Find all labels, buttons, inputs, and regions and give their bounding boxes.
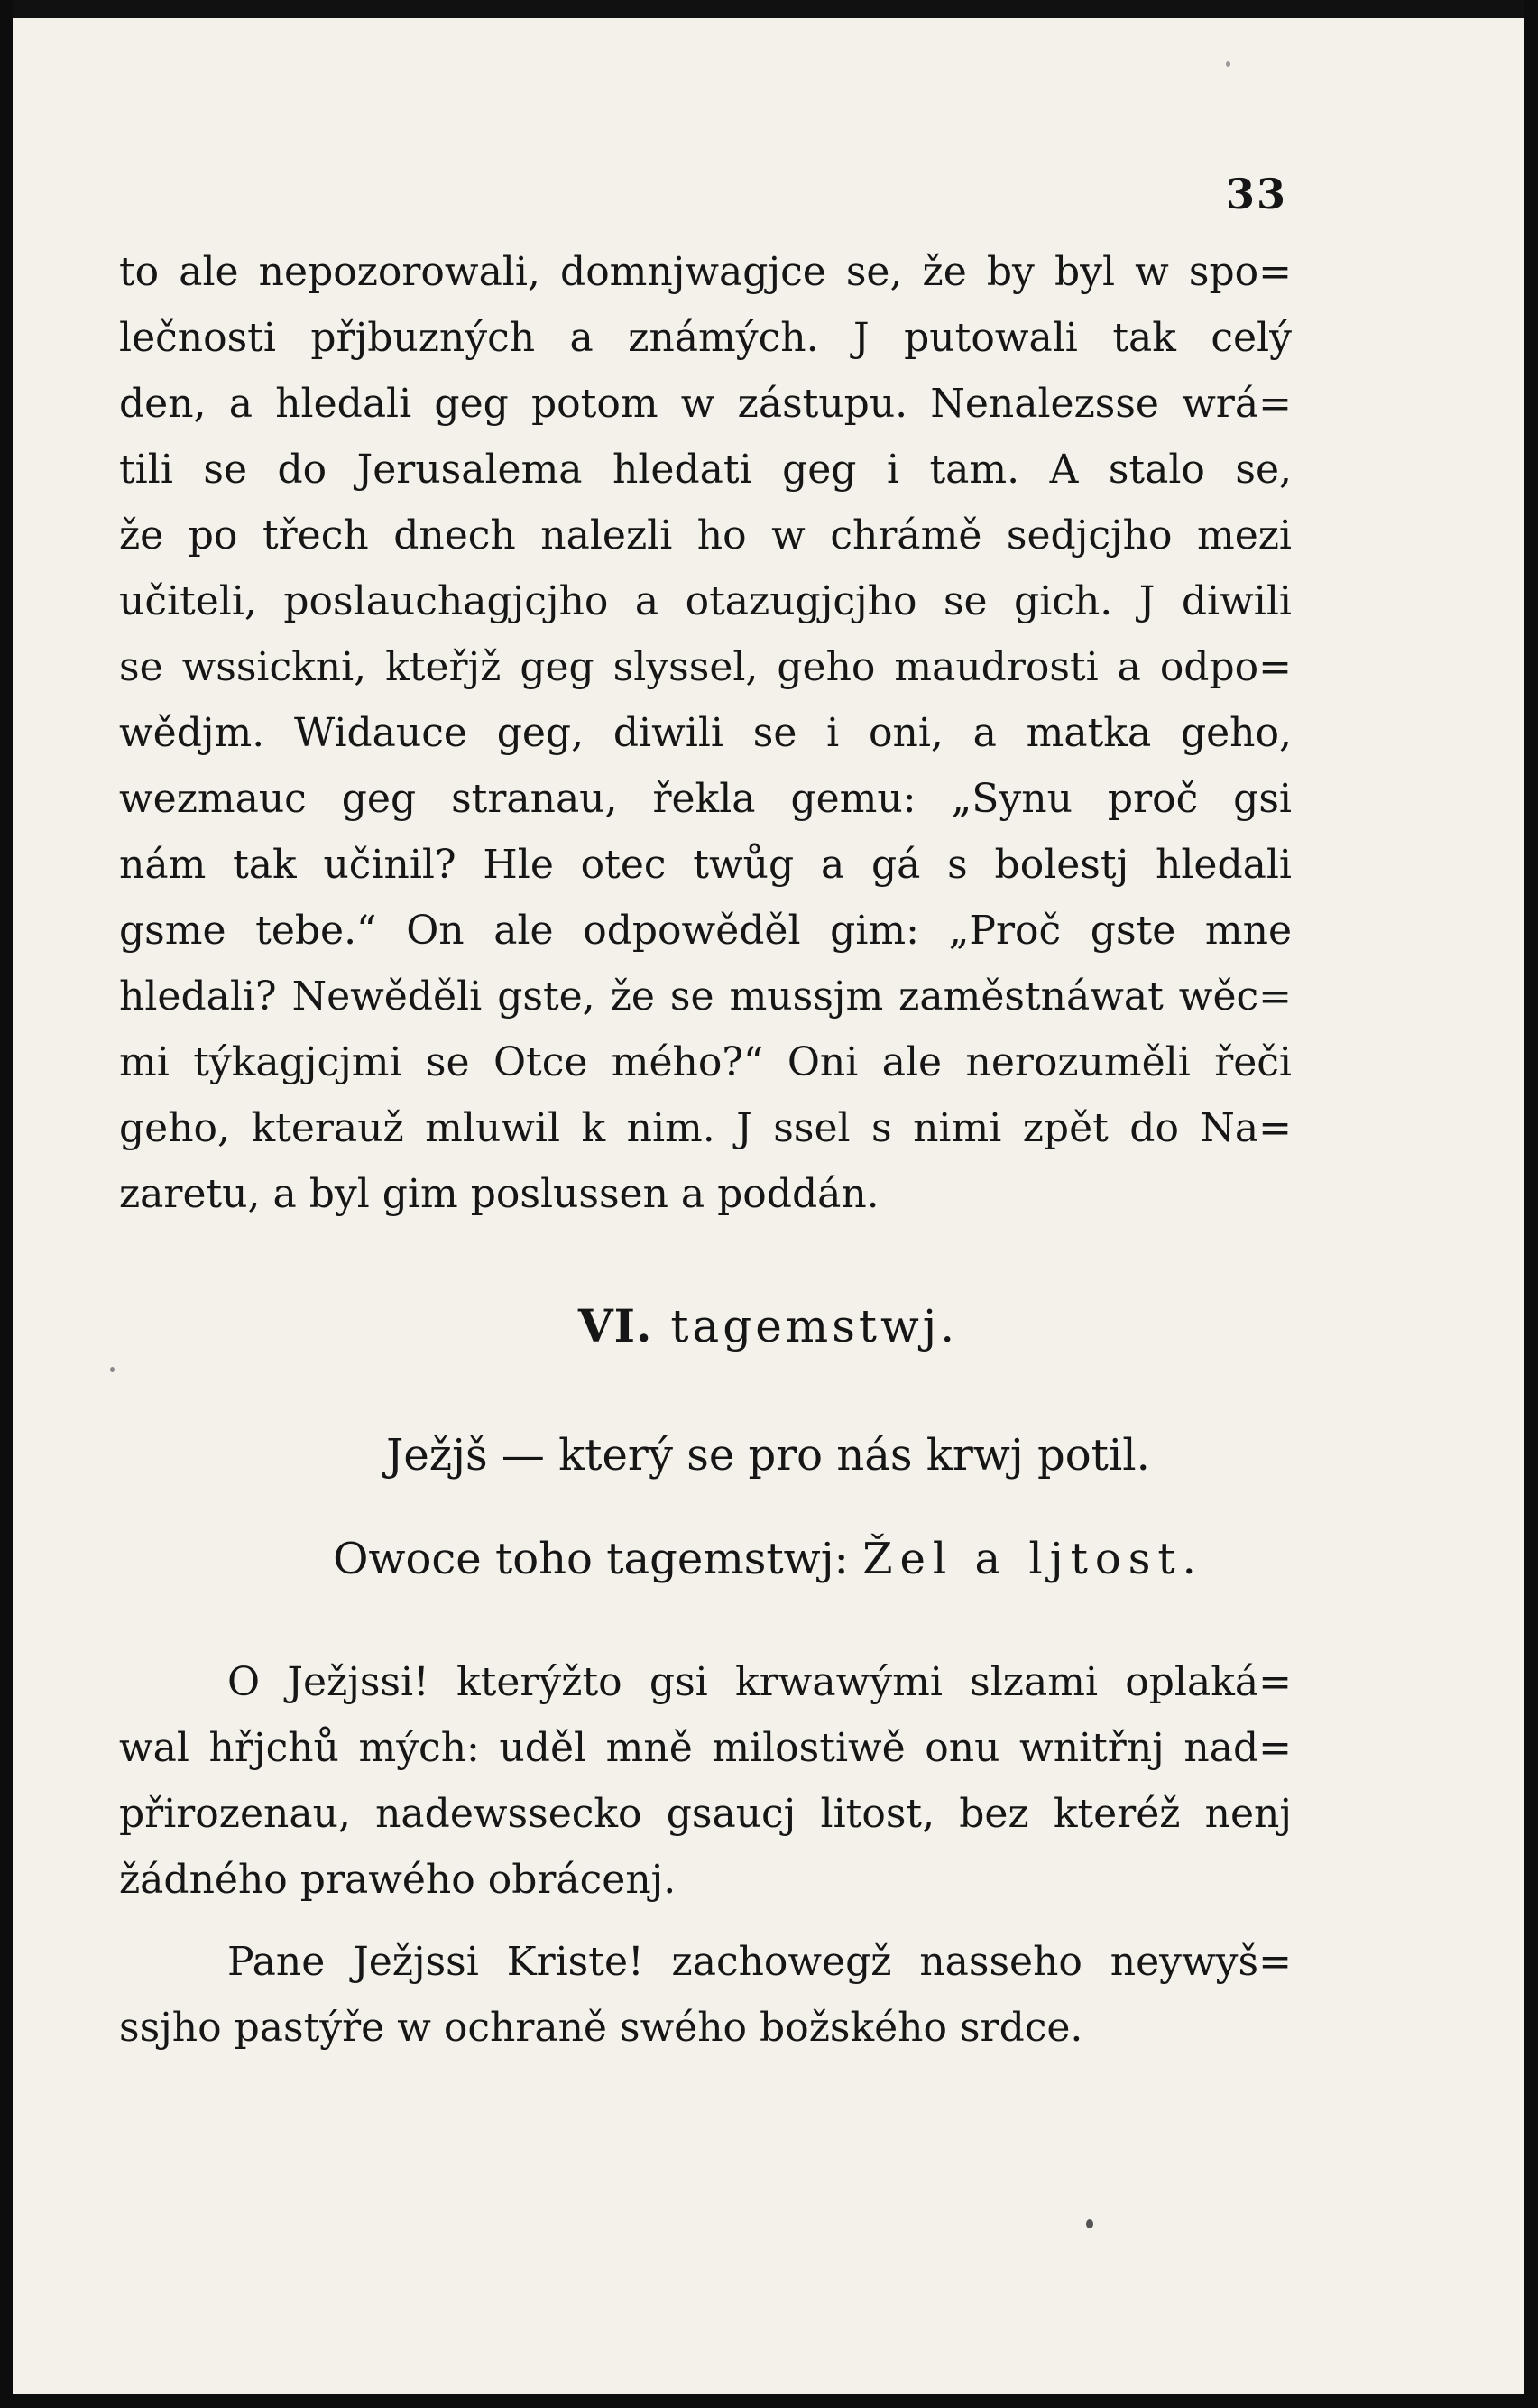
mystery-fruit [13, 1534, 1524, 1584]
mystery-title: Ježjš — který se pro nás krwj potil. [386, 1430, 1150, 1481]
body-line: lečnosti přjbuzných a známých. J putowali tak celý [119, 315, 1292, 361]
body-line: že po třech dnech nalezli ho w chrámě sedjcjho mezi [119, 512, 1292, 558]
body-line: mi týkagjcjmi se Otce mého?“ Oni ale nerozuměli řeči [119, 1039, 1292, 1085]
body-line: den, a hledali geg potom w zástupu. Nenalezsse wrá= [119, 381, 1292, 427]
body-line: to ale nepozorowali, domnjwagjce se, že by byl w spo= [119, 249, 1292, 295]
body-line: se wssickni, kteřjž geg slyssel, geho maudrosti a odpo= [119, 644, 1292, 690]
scan-border-right [1524, 0, 1538, 2408]
prayer-paragraph-2 [119, 1929, 1292, 2061]
section-heading [13, 1299, 1524, 1352]
prayer-line: ssjho pastýře w ochraně swého božského srdce. [119, 2005, 1083, 2051]
prayer-line: wal hřjchů mých: uděl mně milostiwě onu wnitřnj nad= [119, 1725, 1292, 1771]
scan-border-bottom [0, 2394, 1538, 2408]
body-line: učiteli, poslauchagjcjho a otazugjcjho se gich. J diwili [119, 578, 1292, 624]
body-line: tili se do Jerusalema hledati geg i tam. A stalo se, [119, 447, 1292, 493]
body-line: hledali? Newěděli gste, že se mussjm zaměstnáwat wěc= [119, 973, 1292, 1019]
body-line: nám tak učinil? Hle otec twůg a gá s bolestj hledali [119, 842, 1292, 888]
body-paragraph [119, 239, 1292, 1227]
prayer-line: Pane Ježjssi Kriste! zachowegž nasseho neywyš= [227, 1939, 1292, 1985]
body-line: wědjm. Widauce geg, diwili se i oni, a matka geho, [119, 710, 1292, 756]
prayer-paragraph-1 [119, 1649, 1292, 1913]
scan-border-top [0, 0, 1538, 18]
fruit-label: Owoce toho tagemstwj: [333, 1534, 849, 1584]
prayer-line: O Ježjssi! kterýžto gsi krwawými slzami oplaká= [227, 1659, 1292, 1705]
page-number: 33 [1225, 170, 1287, 218]
section-number: VI. [577, 1299, 653, 1352]
body-line: geho, kterauž mluwil k nim. J ssel s nimi zpět do Na= [119, 1105, 1292, 1151]
paper-speck [1086, 2219, 1093, 2228]
fruit-value: Žel a ljtost. [862, 1534, 1203, 1584]
book-page [13, 18, 1524, 2394]
body-line: gsme tebe.“ On ale odpowěděl gim: „Proč gste mne [119, 908, 1292, 954]
prayer-line: žádného prawého obrácenj. [119, 1857, 677, 1903]
body-line: wezmauc geg stranau, řekla gemu: „Synu proč gsi [119, 776, 1292, 822]
body-line: zaretu, a byl gim poslussen a poddán. [119, 1171, 880, 1217]
prayer-line: přirozenau, nadewssecko gsaucj litost, bez kteréž nenj [119, 1791, 1292, 1837]
paper-speck [1226, 61, 1230, 67]
paper-speck [110, 1367, 115, 1372]
scan-border-left [0, 0, 13, 2408]
section-word: tagemstwj. [670, 1300, 959, 1352]
